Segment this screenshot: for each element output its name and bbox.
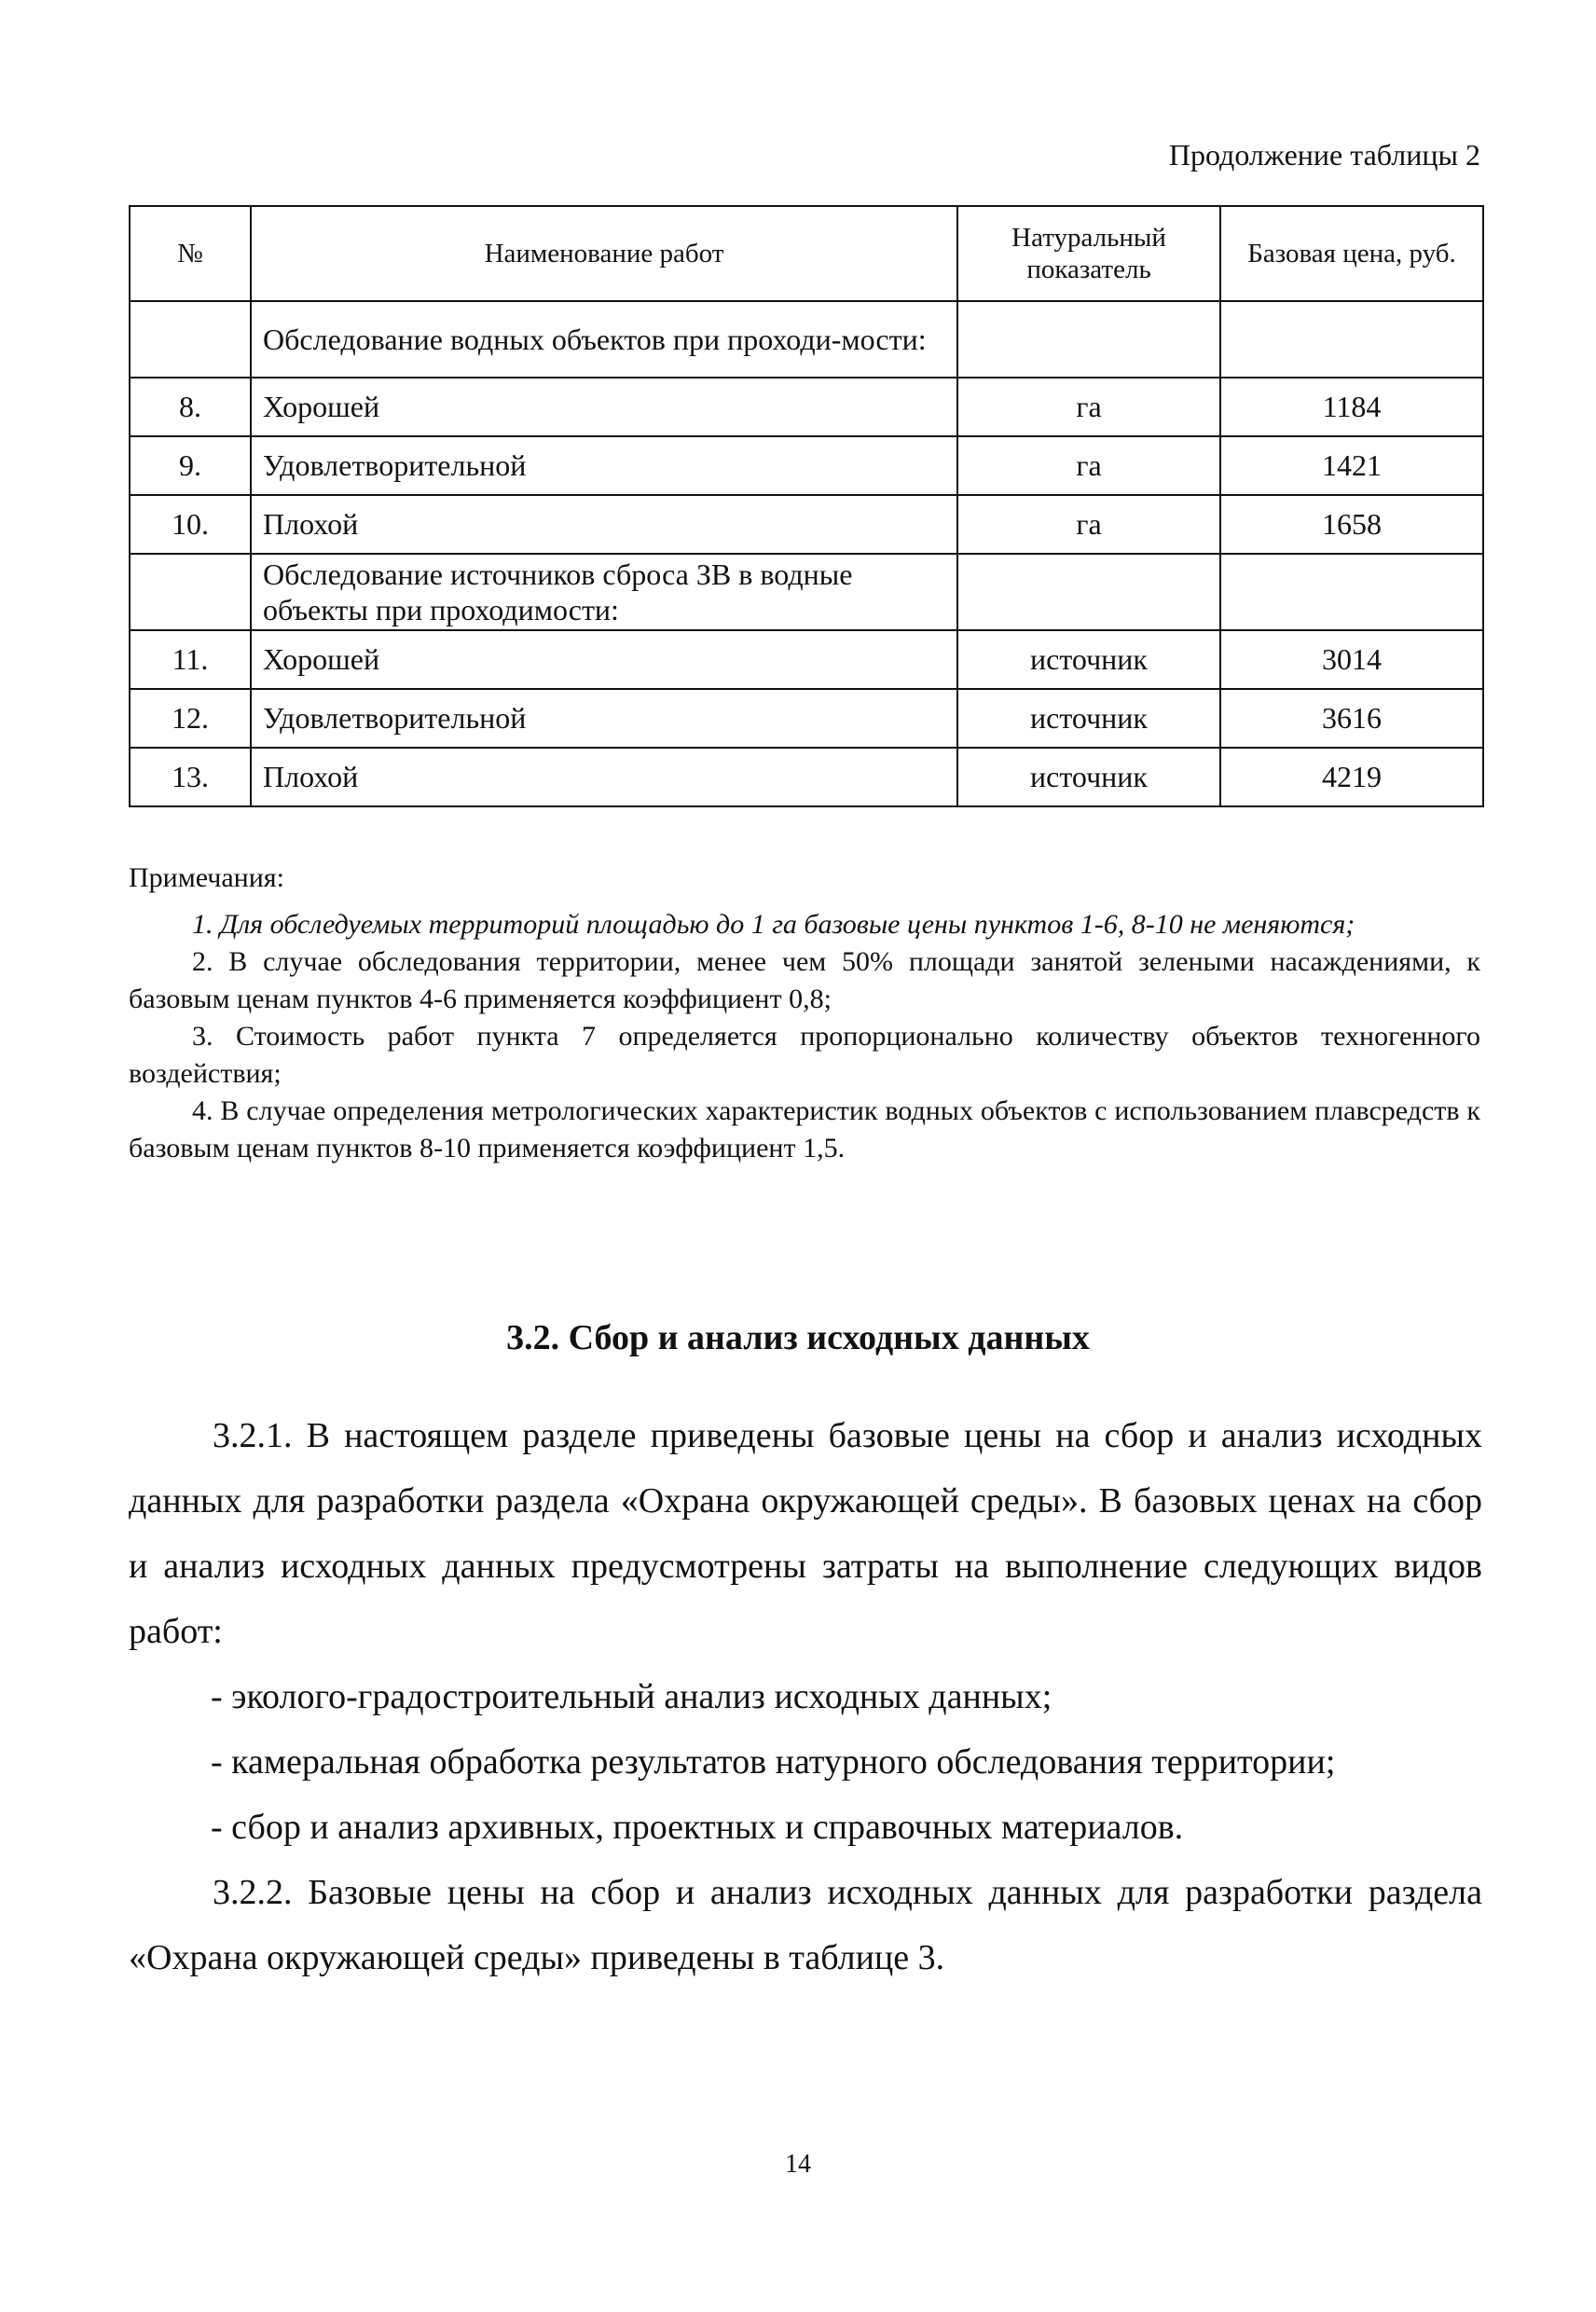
cell-unit: источник [957,689,1220,748]
header-num: № [130,206,251,301]
note-item: 1. Для обследуемых территорий площадью до 1 га базовые цены пунктов 1-6, 8-10 не меняются; [192,909,1355,940]
cell-name: Плохой [251,748,957,806]
notes-block [129,860,1480,1167]
table-group-row [130,554,1483,630]
cell-name [251,554,957,630]
cell-unit: источник [957,630,1220,689]
cell-num: 13. [130,748,251,806]
paragraph: 3.2.2. Базовые цены на сбор и анализ исходных данных для разработки раздела «Охрана окружающей среды» приведены в таблице 3. [129,1873,1482,1977]
cell-name: Удовлетворительной [251,436,957,495]
cell-price: 1658 [1220,495,1483,554]
cell-unit [957,301,1220,378]
section-heading: 3.2. Сбор и анализ исходных данных [506,1318,1090,1357]
table-row [130,495,1483,554]
cell-name: Плохой [251,495,957,554]
group-title: Обследование источников сброса ЗВ в водные объекты при проходимости: [263,557,853,626]
table-row [130,689,1483,748]
table-row [130,436,1483,495]
cell-name [251,301,957,378]
note-item: 2. В случае обследования территории, менее чем 50% площади занятой зелеными насаждениями, к базовым ценам пунктов 4-6 применяется коэффициент 0,8; [129,946,1480,1014]
cell-num: 8. [130,378,251,436]
cell-unit: источник [957,748,1220,806]
cell-unit: га [957,436,1220,495]
list-item: - камеральная обработка результатов натурного обследования территории; [211,1742,1336,1782]
table-row [130,630,1483,689]
note-item: 3. Стоимость работ пункта 7 определяется пропорционально количеству объектов техногенного воздействия; [129,1021,1480,1089]
table-row [130,748,1483,806]
cell-num [130,554,251,630]
group-title: Обследование водных объектов при проходи-мости: [263,323,927,356]
header-unit: Натуральный показатель [957,206,1220,301]
cell-unit: га [957,378,1220,436]
table-group-row [130,301,1483,378]
cell-price: 3616 [1220,689,1483,748]
section-body [129,1403,1482,1990]
cell-price: 4219 [1220,748,1483,806]
paragraph: 3.2.1. В настоящем разделе приведены базовые цены на сбор и анализ исходных данных для разработки раздела «Охрана окружающей среды». В базовых ценах на сбор и анализ исходных данных предусмотрены затраты на выполнение следующих видов работ: [129,1416,1482,1651]
cell-unit: га [957,495,1220,554]
cell-price [1220,301,1483,378]
list-item: - эколого-градостроительный анализ исходных данных; [211,1677,1053,1716]
cell-num: 9. [130,436,251,495]
page-number: 14 [785,2150,811,2179]
table-row [130,378,1483,436]
cell-num: 11. [130,630,251,689]
cell-price: 1421 [1220,436,1483,495]
notes-title: Примечания: [129,862,284,893]
cell-price: 1184 [1220,378,1483,436]
cell-name: Хорошей [251,378,957,436]
cell-num: 12. [130,689,251,748]
table-header-row [130,206,1483,301]
cell-price [1220,554,1483,630]
cell-unit [957,554,1220,630]
header-name: Наименование работ [251,206,957,301]
header-price: Базовая цена, руб. [1220,206,1483,301]
price-table [129,205,1484,807]
cell-num [130,301,251,378]
cell-price: 3014 [1220,630,1483,689]
list-item: - сбор и анализ архивных, проектных и справочных материалов. [211,1808,1184,1847]
cell-num: 10. [130,495,251,554]
cell-name: Удовлетворительной [251,689,957,748]
note-item: 4. В случае определения метрологических характеристик водных объектов с использованием плавсредств к базовым ценам пунктов 8-10 применяется коэффициент 1,5. [129,1095,1480,1163]
table-continuation-caption: Продолжение таблицы 2 [1168,138,1480,172]
cell-name: Хорошей [251,630,957,689]
